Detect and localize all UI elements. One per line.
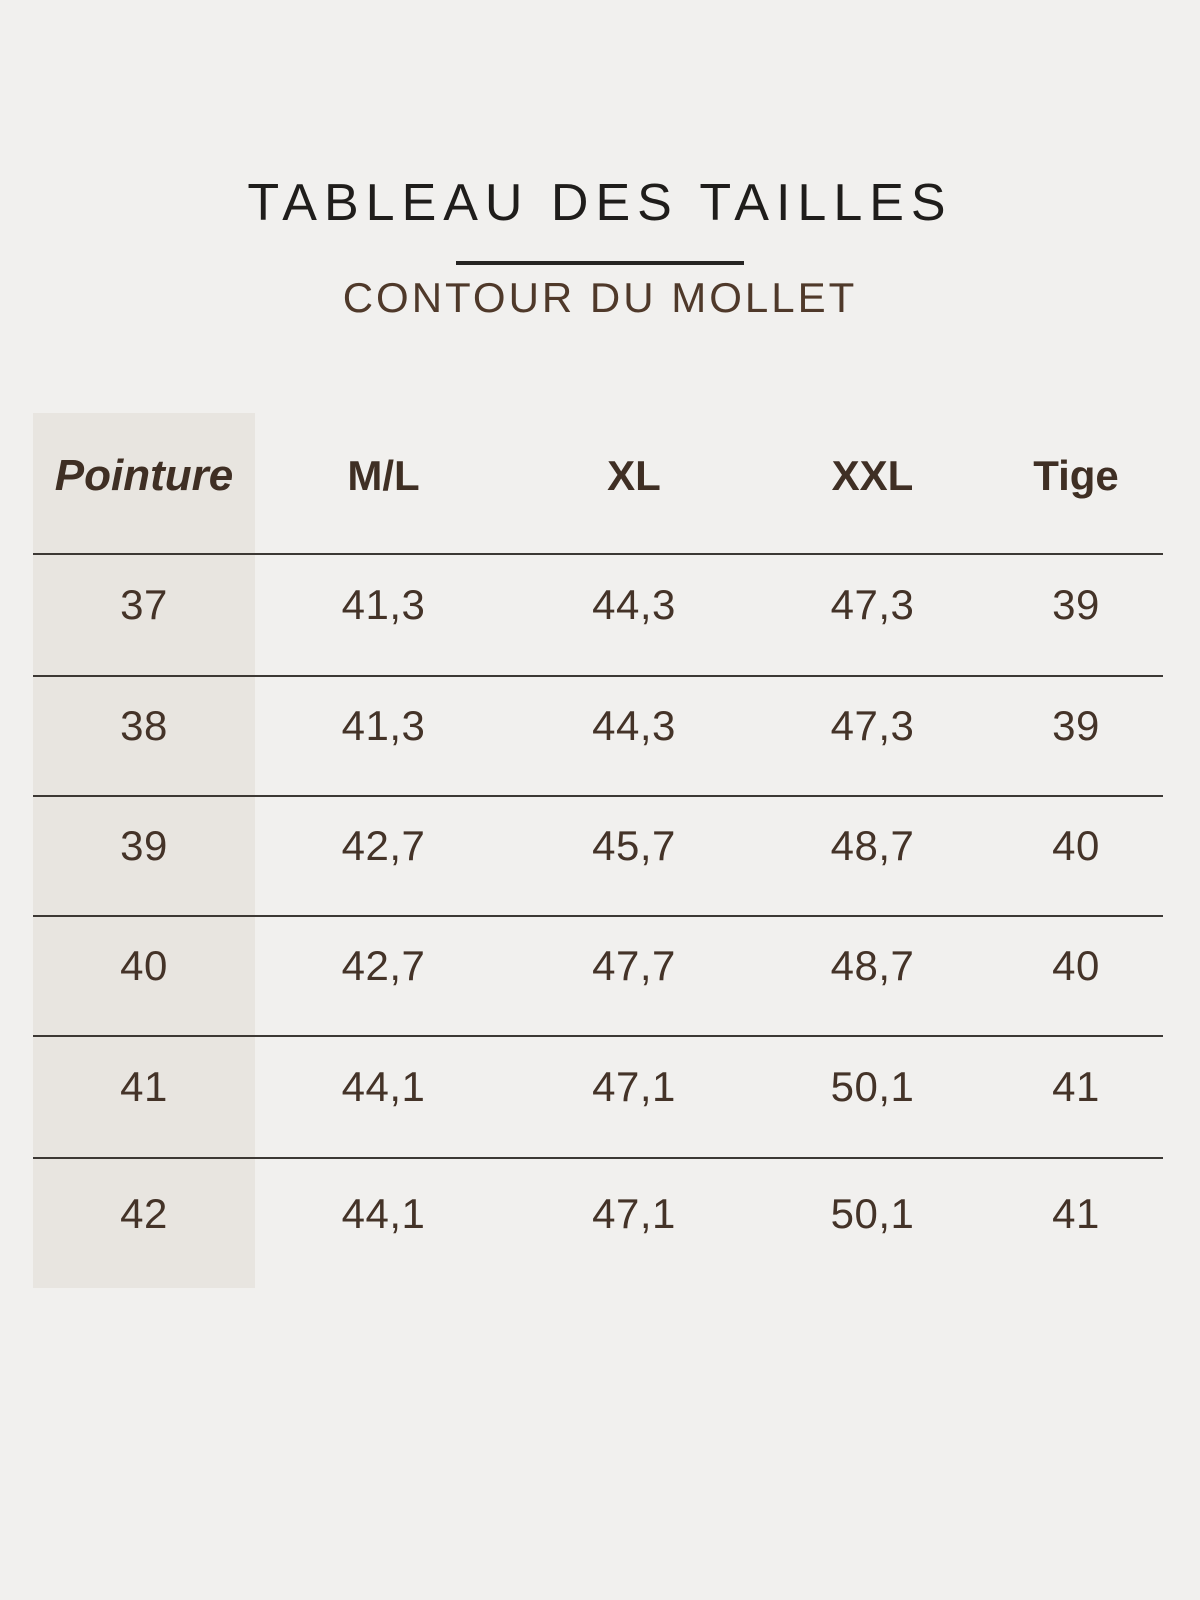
page-subtitle: CONTOUR DU MOLLET [342, 274, 858, 321]
table-cell-xl: 47,1 [592, 1063, 676, 1110]
table-cell-tige: 41 [1052, 1063, 1100, 1110]
table-cell-xl: 47,1 [592, 1189, 676, 1237]
table-cell-xl: 45,7 [592, 822, 676, 869]
table-cell-xxl: 50,1 [830, 1063, 915, 1110]
title-underline [456, 261, 744, 265]
table-cell-ml: 42,7 [341, 822, 426, 869]
table-cell-tige: 39 [1052, 581, 1100, 628]
header-cell-ml: M/L [347, 452, 420, 499]
table-cell-tige: 39 [1052, 702, 1100, 749]
header-cell-xl: XL [607, 452, 661, 499]
table-row [33, 915, 1163, 1035]
table-cell-tige: 40 [1052, 942, 1100, 989]
table-cell-ml: 44,1 [341, 1189, 426, 1237]
page-title: TABLEAU DES TAILLES [247, 174, 953, 232]
table-cell-ml: 41,3 [341, 702, 426, 749]
table-cell-tige: 41 [1052, 1189, 1100, 1237]
table-cell-xxl: 48,7 [830, 942, 915, 989]
table-row [33, 675, 1163, 795]
table-cell-pointure: 41 [120, 1063, 168, 1110]
table-cell-pointure: 37 [120, 581, 168, 628]
table-row [33, 795, 1163, 915]
header-cell-tige: Tige [1033, 452, 1119, 499]
table-cell-xl: 47,7 [592, 942, 676, 989]
header-cell-xxl: XXL [831, 452, 914, 499]
table-cell-xxl: 48,7 [830, 822, 915, 869]
table-cell-pointure: 38 [120, 702, 168, 749]
table-cell-pointure: 42 [120, 1189, 168, 1237]
table-cell-ml: 44,1 [341, 1063, 426, 1110]
header-cell-pointure: Pointure [54, 451, 234, 500]
table-row [33, 553, 1163, 675]
table-cell-xl: 44,3 [592, 702, 676, 749]
table-row [33, 1157, 1163, 1288]
size-table [33, 413, 1163, 1288]
table-cell-ml: 42,7 [341, 942, 426, 989]
table-header-row [33, 413, 1163, 553]
table-cell-xxl: 47,3 [830, 581, 915, 628]
table-cell-xl: 44,3 [592, 581, 676, 628]
table-cell-xxl: 47,3 [830, 702, 915, 749]
table-row [33, 1035, 1163, 1157]
table-cell-pointure: 39 [120, 822, 168, 869]
table-cell-xxl: 50,1 [830, 1189, 915, 1237]
table-cell-ml: 41,3 [341, 581, 426, 628]
table-cell-tige: 40 [1052, 822, 1100, 869]
table-cell-pointure: 40 [120, 942, 168, 989]
